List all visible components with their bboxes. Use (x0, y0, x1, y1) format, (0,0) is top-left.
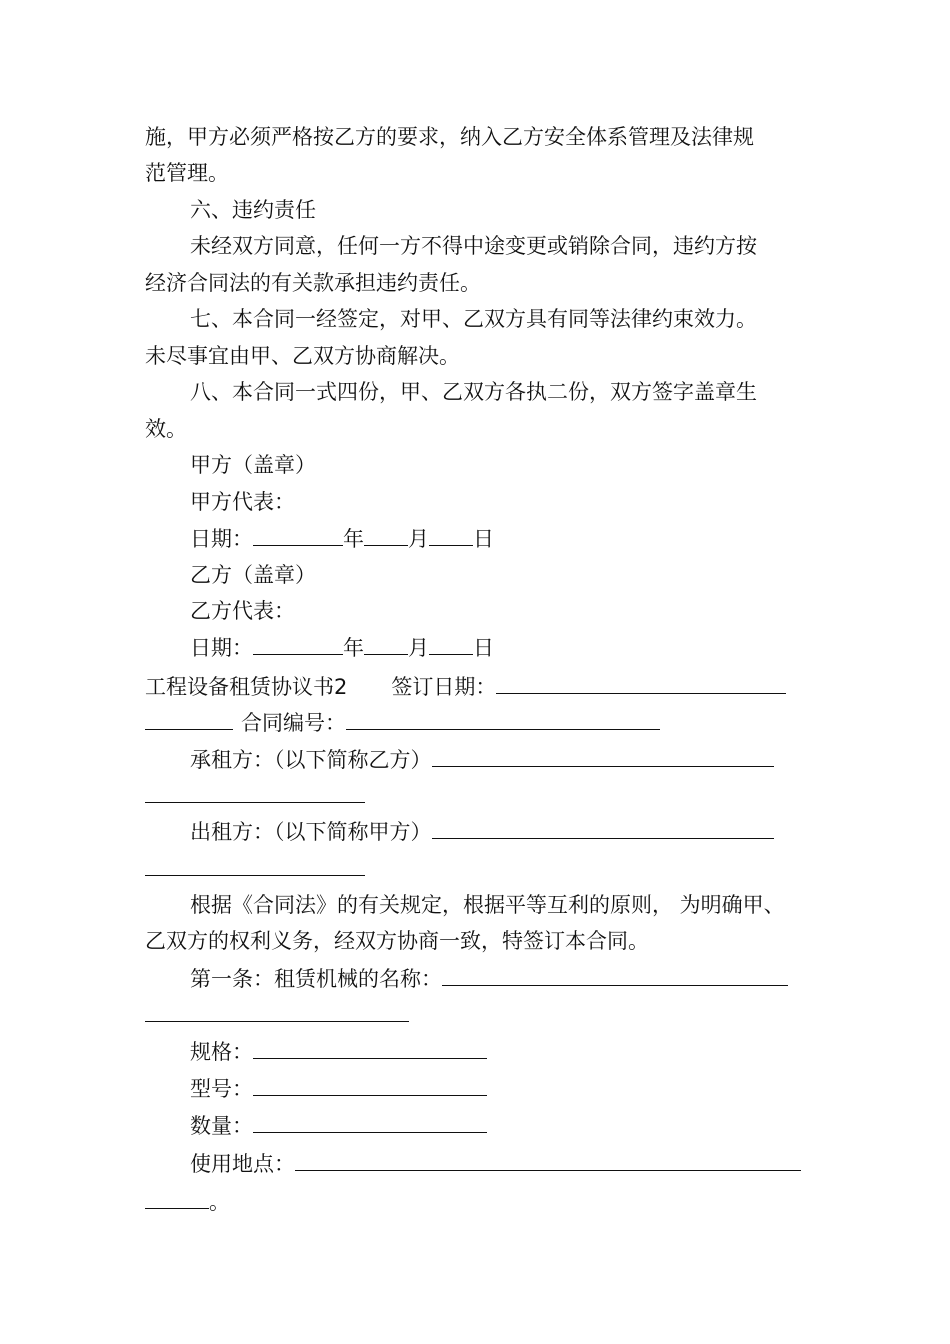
location-label: 使用地点： (190, 1152, 295, 1176)
party-a-rep (190, 487, 295, 517)
contract-number-label: 合同编号： (241, 711, 346, 735)
text: 施，甲方必须严格按乙方的要求，纳入乙方安全体系管理及法律规 (145, 125, 754, 149)
lessee-blank (432, 744, 774, 767)
model-line (190, 1073, 487, 1103)
day-blank (429, 523, 473, 546)
agreement-title-line (145, 671, 786, 701)
spec-label: 规格： (190, 1040, 253, 1064)
contract-number-blank (346, 707, 660, 730)
model-label: 型号： (190, 1077, 253, 1101)
text: 乙方代表： (190, 599, 295, 623)
machine-name-line (190, 963, 788, 993)
year-blank (253, 632, 343, 655)
day-label: 日 (473, 527, 494, 551)
lessee-line-cont (145, 780, 365, 810)
year-blank (253, 523, 343, 546)
month-blank (364, 632, 408, 655)
party-b-rep (190, 596, 295, 626)
machine-name-label: 第一条：租赁机械的名称： (190, 967, 442, 991)
paragraph-line (190, 377, 757, 407)
paragraph-line (145, 158, 229, 188)
month-label: 月 (408, 636, 429, 660)
lessor-line (190, 816, 774, 846)
date-label: 日期： (190, 527, 253, 551)
text: 根据《合同法》的有关规定，根据平等互利的原则， 为明确甲、 (190, 893, 785, 917)
date-label: 日期： (190, 636, 253, 660)
lessee-line (190, 744, 774, 774)
sign-date-label: 签订日期： (391, 675, 497, 699)
text: 未经双方同意，任何一方不得中途变更或销除合同，违约方按 (190, 234, 757, 258)
location-line-cont (145, 1186, 230, 1216)
machine-name-blank (442, 963, 788, 986)
contract-number-line (145, 707, 660, 737)
quantity-label: 数量： (190, 1114, 253, 1138)
section-heading (190, 195, 316, 225)
sign-date-blank-cont (145, 707, 233, 730)
text: 未尽事宜由甲、乙双方协商解决。 (145, 344, 460, 368)
end-mark: 。 (209, 1190, 230, 1214)
paragraph-line (145, 926, 649, 956)
lessee-blank-cont (145, 780, 365, 803)
party-b-date (190, 632, 494, 662)
quantity-line (190, 1110, 487, 1140)
month-blank (364, 523, 408, 546)
location-blank (295, 1148, 801, 1171)
paragraph-line (145, 268, 481, 298)
location-line (190, 1148, 801, 1178)
paragraph-line (190, 304, 757, 334)
year-label: 年 (343, 636, 364, 660)
sign-date-blank (496, 671, 786, 694)
paragraph-line (145, 341, 460, 371)
paragraph-line (145, 414, 187, 444)
paragraph-line (145, 122, 754, 152)
text: 八、本合同一式四份，甲、乙双方各执二份，双方签字盖章生 (190, 380, 757, 404)
text: 乙双方的权利义务，经双方协商一致，特签订本合同。 (145, 929, 649, 953)
model-blank (253, 1073, 487, 1096)
text: 效。 (145, 417, 187, 441)
lessor-blank-cont (145, 853, 365, 876)
month-label: 月 (408, 527, 429, 551)
lessor-label: 出租方：（以下简称甲方） (190, 820, 432, 844)
agreement-title: 工程设备租赁协议书2 (145, 675, 348, 699)
lessee-label: 承租方：（以下简称乙方） (190, 748, 432, 772)
spec-line (190, 1036, 487, 1066)
text: 经济合同法的有关款承担违约责任。 (145, 271, 481, 295)
location-blank-cont (145, 1186, 209, 1209)
text: 范管理。 (145, 161, 229, 185)
party-a-date (190, 523, 494, 553)
lessor-blank (432, 816, 774, 839)
paragraph-line (190, 890, 785, 920)
machine-name-blank-cont (145, 999, 409, 1022)
text: 甲方（盖章） (190, 453, 316, 477)
text: 七、本合同一经签定，对甲、乙双方具有同等法律约束效力。 (190, 307, 757, 331)
quantity-blank (253, 1110, 487, 1133)
lessor-line-cont (145, 853, 365, 883)
paragraph-line (190, 231, 757, 261)
day-blank (429, 632, 473, 655)
spec-blank (253, 1036, 487, 1059)
text: 乙方（盖章） (190, 563, 316, 587)
party-b-seal (190, 560, 316, 590)
machine-name-line-cont (145, 999, 409, 1029)
day-label: 日 (473, 636, 494, 660)
text: 甲方代表： (190, 490, 295, 514)
year-label: 年 (343, 527, 364, 551)
text: 六、违约责任 (190, 198, 316, 222)
party-a-seal (190, 450, 316, 480)
